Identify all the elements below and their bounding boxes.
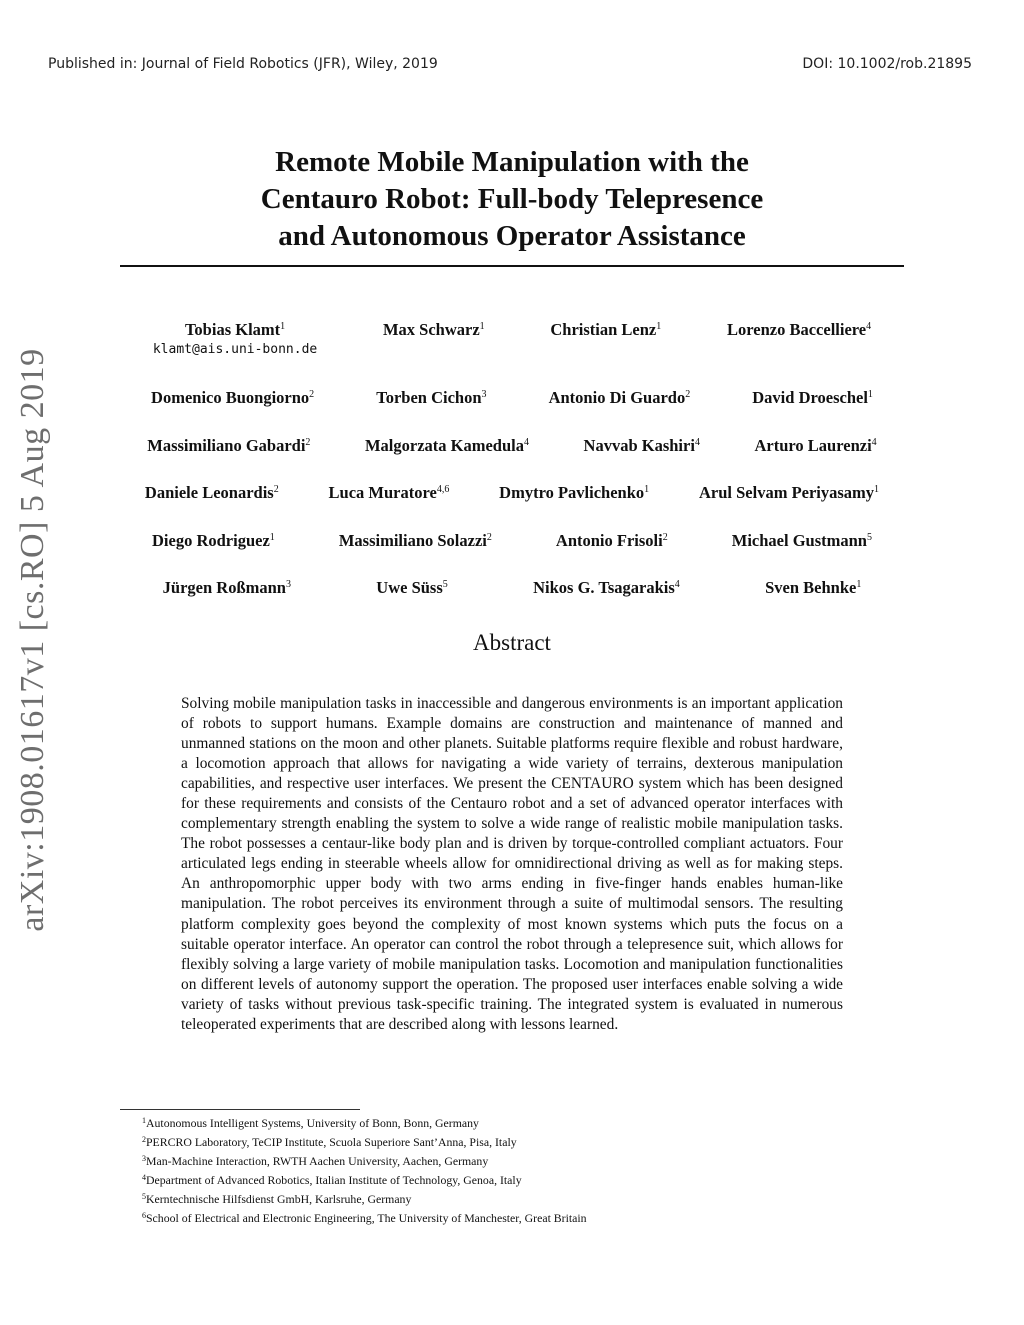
author-name: Torben Cichon [376,388,482,407]
footnote-number: 3 [142,1153,146,1163]
author [549,388,691,408]
author [383,320,485,340]
author [151,388,314,408]
author [163,578,291,598]
footnote-number: 4 [142,1172,146,1182]
author-name: Massimiliano Solazzi [338,530,487,550]
author-affiliation: 4 [694,436,700,448]
title-line: and Autonomous Operator Assistance [278,220,746,252]
author-row [120,578,904,626]
author-row [120,483,904,531]
author-name: Max Schwarz [382,320,480,339]
footnote-text: School of Electrical and Electronic Engineering, The University of Manchester, Great Britain [146,1210,587,1225]
abstract-body: Solving mobile manipulation tasks in inaccessible and dangerous environments is an important application of robots to support humans. Example domains are construction and maintenance of manned and unmanned stations on the moon and other planets. Suitable platforms require flexible and robust hardware, a locomotion approach that allows for navigating a wide variety of terrains, dexterous manipulation capabilities, and respective user interfaces. We present the CENTAURO system which has been designed for these requirements and consists of the Centauro robot and a set of advanced operator interfaces with complementary strength enabling the system to solve a wide range of realistic mobile manipulation tasks. The robot possesses a centaur-like body plan and is driven by torque-controlled compliant actuators. Four articulated legs ending in steerable wheels allow for omnidirectional driving as well as for making steps. An anthropomorphic upper body with two arms ending in five-finger hands enables human-like manipulation. The robot perceives its environment through a suite of multimodal sensors. The resulting platform complexity goes beyond the complexity of most known systems which puts the focus on a suitable operator interface. An operator can control the robot through a telepresence suit, which allows for flexibly solving a large variety of mobile manipulation tasks. Locomotion and manipulation functionalities on different levels of autonomy support the operation. The proposed user interfaces enable solving a wide variety of tasks without previous task-specific training. The integrated system is evaluated in numerous teleoperated experiments that are described along with lessons learned. [181,695,843,1033]
author-affiliation: 2 [486,531,492,543]
author-affiliation: 2 [662,531,668,543]
author-email[interactable]: klamt@ais.uni-bonn.de [152,342,318,357]
author-name: Massimiliano Gabardi [147,435,306,455]
author [727,320,871,340]
footnote-number: 1 [142,1116,146,1125]
author-name: Christian Lenz [550,320,657,339]
abstract-heading: Abstract [473,630,551,655]
footnote-text: Department of Advanced Robotics, Italian Institute of Technology, Genoa, Italy [146,1172,522,1187]
author [754,436,876,456]
author-affiliation: 1 [867,389,873,400]
title-rule [120,265,904,267]
author-affiliation: 2 [685,389,691,400]
author-affiliation: 4 [674,579,680,590]
footnote-rule [120,1109,360,1110]
author-name: Luca Muratore [328,483,437,502]
author-list [120,320,904,626]
author-affiliation: 4,6 [436,484,450,495]
author-affiliation: 2 [273,484,279,495]
author-name: Daniele Leonardis [144,483,274,502]
author [765,578,861,598]
footnote-text: Man-Machine Interaction, RWTH Aachen University, Aachen, Germany [146,1153,489,1168]
author-name: Michael Gustmann [731,530,867,550]
footnotes [142,1113,902,1226]
title-line: Remote Mobile Manipulation with the [275,146,749,178]
footnote-text: Kerntechnische Hilfsdienst GmbH, Karlsruhe, Germany [146,1191,412,1206]
author [752,388,873,408]
author-name: Sven Behnke [765,578,857,597]
author [365,436,529,456]
author-affiliation: 1 [856,579,862,590]
arxiv-stamp-text: arXiv:1908.01617v1 [cs.RO] 5 Aug 2019 [14,348,51,932]
footnote [142,1113,902,1132]
author [699,483,879,503]
author-name: Arturo Laurenzi [754,435,872,455]
author-affiliation: 1 [479,321,485,332]
author [550,320,661,340]
author-affiliation: 3 [285,579,291,590]
author-affiliation: 4 [866,321,872,332]
author-name: Uwe Süss [376,578,443,597]
journal-header: Published in: Journal of Field Robotics (JFR), Wiley, 2019 [48,56,438,72]
author-row [120,388,904,436]
author-name: Domenico Buongiorno [151,388,310,407]
author-row [120,436,904,484]
footnote [142,1170,902,1189]
author [376,578,447,598]
author [152,531,275,551]
author-affiliation: 1 [269,531,275,543]
title-line: Centauro Robot: Full-body Telepresence [260,183,764,215]
author-name: Jürgen Roßmann [162,578,286,597]
author-name: Antonio Di Guardo [548,388,686,407]
author-name: Antonio Frisoli [555,530,663,550]
author-affiliation: 3 [481,389,487,400]
author-affiliation: 1 [874,484,880,495]
footnote [142,1208,902,1227]
author-affiliation: 4 [523,436,529,448]
author-name: Lorenzo Baccelliere [726,320,867,339]
author-name: Navvab Kashiri [583,435,695,455]
author-name: Malgorzata Kamedula [364,435,524,455]
footnote [142,1189,902,1208]
author [376,388,486,408]
author-affiliation: 5 [442,579,448,590]
footnote-number: 2 [142,1134,146,1144]
author-name: Arul Selvam Periyasamy [698,483,875,502]
author-row [120,320,904,388]
author [147,436,310,456]
footnote-number: 6 [142,1210,146,1220]
author [584,436,700,456]
author [499,483,649,503]
footnote-text: PERCRO Laboratory, TeCIP Institute, Scuola Superiore Sant’Anna, Pisa, Italy [146,1134,517,1149]
paper-title [120,144,904,255]
author-affiliation: 2 [305,436,311,448]
author [339,531,492,551]
author [329,483,450,503]
author-affiliation: 1 [280,321,286,332]
footnote [142,1132,902,1151]
author-name: Diego Rodriguez [152,530,270,550]
author [153,320,317,357]
author-affiliation: 5 [866,531,872,543]
author [556,531,668,551]
author-affiliation: 4 [871,436,877,448]
footnote-text: Autonomous Intelligent Systems, University of Bonn, Bonn, Germany [146,1116,479,1130]
author-affiliation: 1 [656,321,662,332]
author-name: Tobias Klamt [184,320,281,339]
footnote-number: 5 [142,1191,146,1201]
author [533,578,680,598]
footnote [142,1151,902,1170]
author-affiliation: 2 [309,389,315,400]
doi-header: DOI: 10.1002/rob.21895 [802,56,972,72]
author-name: Nikos G. Tsagarakis [533,578,675,597]
author [732,531,872,551]
author-name: David Droeschel [752,388,868,407]
author [145,483,279,503]
author-name: Dmytro Pavlichenko [499,483,645,502]
author-row [120,531,904,579]
author-affiliation: 1 [644,484,650,495]
